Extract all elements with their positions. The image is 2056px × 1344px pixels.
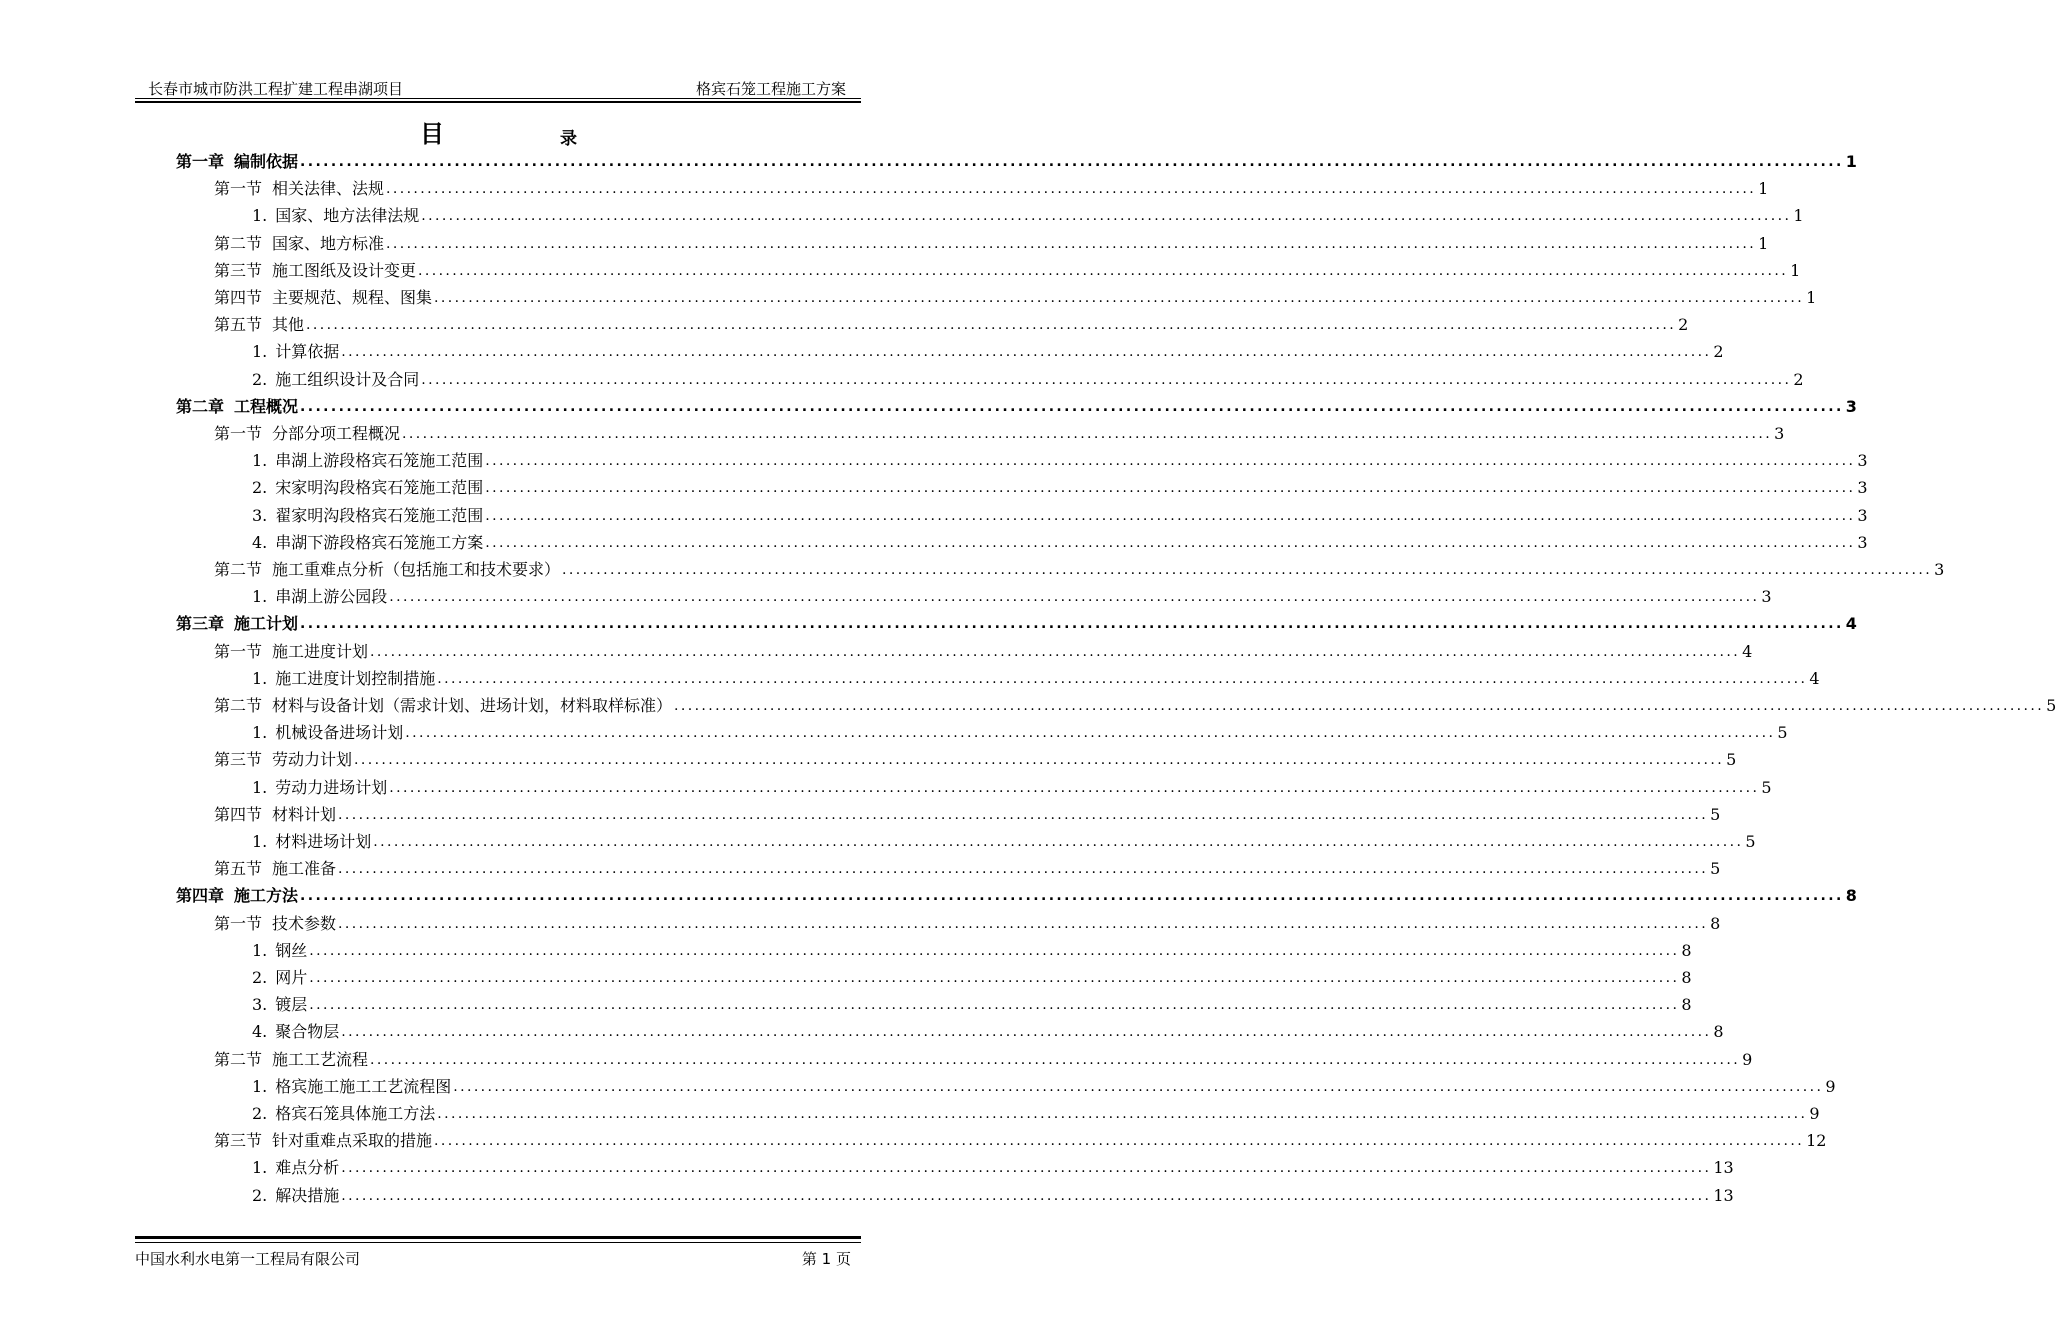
toc-entry-number: 1.: [252, 1158, 268, 1178]
toc-entry[interactable]: [252, 504, 1868, 528]
toc-entry-title: 钢丝: [275, 940, 308, 960]
toc-entry[interactable]: [214, 640, 1753, 664]
toc-entry-title: 串湖上游公园段: [275, 587, 388, 607]
toc-leader-dots: ........................................................................................................................................................................................................: [421, 371, 1792, 388]
toc-entry-title: 格宾施工施工工艺流程图: [275, 1076, 452, 1096]
toc-leader-dots: ........................................................................................................................................................................................................: [453, 1078, 1824, 1095]
toc-entry[interactable]: [252, 1102, 1820, 1126]
header-project-name: 长春市城市防洪工程扩建工程串湖项目: [148, 80, 404, 98]
toc-entry-title: 难点分析: [275, 1158, 340, 1178]
toc-entry-number: 1.: [252, 723, 268, 743]
toc-leader-dots: ........................................................................................................................................................................................................: [386, 235, 1757, 252]
toc-entry-page: 12: [1806, 1131, 1827, 1151]
toc-leader-dots: ........................................................................................................................................................................................................: [485, 480, 1856, 497]
toc-entry-number: 1.: [252, 668, 268, 688]
toc-entry[interactable]: [176, 150, 1857, 174]
toc-entry-number: 1.: [252, 777, 268, 797]
toc-entry-number: 第三章: [176, 614, 225, 634]
toc-entry-page: 9: [1742, 1049, 1753, 1069]
toc-entry-title: 施工图纸及设计变更: [272, 260, 417, 280]
toc-entry[interactable]: [214, 748, 1737, 772]
toc-entry-page: 8: [1681, 940, 1692, 960]
toc-entry[interactable]: [252, 966, 1692, 990]
toc-entry[interactable]: [214, 558, 1945, 582]
toc-leader-dots: ........................................................................................................................................................................................................: [306, 317, 1677, 334]
toc-entry-title: 施工进度计划: [272, 641, 369, 661]
toc-leader-dots: ........................................................................................................................................................................................................: [338, 806, 1709, 823]
toc-entry-page: 5: [1726, 750, 1737, 770]
toc-entry[interactable]: [176, 612, 1857, 636]
toc-entry[interactable]: [252, 585, 1772, 609]
toc-entry-number: 2.: [252, 968, 268, 987]
page-footer: [135, 1246, 861, 1268]
toc-entry-title: 串湖下游段格宾石笼施工方案: [275, 532, 484, 552]
toc-leader-dots: ........................................................................................................................................................................................................: [485, 507, 1856, 524]
toc-entry-title: 劳动力进场计划: [275, 777, 388, 797]
toc-entry[interactable]: [252, 204, 1804, 228]
toc-heading-char-2: 录: [560, 129, 577, 149]
toc-entry[interactable]: [252, 939, 1692, 963]
toc-entry-number: 第四节: [214, 288, 263, 307]
toc-entry-page: 3: [1934, 560, 1945, 579]
toc-entry-number: 1.: [252, 832, 268, 851]
toc-entry[interactable]: [252, 667, 1820, 691]
toc-entry-page: 5: [1745, 832, 1756, 851]
toc-leader-dots: ........................................................................................................................................................................................................: [370, 643, 1741, 660]
toc-entry-page: 3: [1857, 532, 1868, 552]
toc-entry-title: 解决措施: [275, 1185, 340, 1205]
toc-entry-page: 1: [1758, 179, 1769, 199]
toc-entry[interactable]: [214, 1129, 1827, 1153]
toc-entry-number: 第二节: [214, 696, 263, 715]
toc-entry[interactable]: [214, 694, 2056, 718]
toc-entry-number: 1.: [252, 451, 268, 471]
toc-entry-number: 第三节: [214, 750, 263, 770]
toc-entry-page: 2: [1793, 369, 1804, 389]
toc-entry-title: 翟家明沟段格宾石笼施工范围: [275, 505, 484, 525]
toc-leader-dots: ........................................................................................................................................................................................................: [354, 752, 1725, 769]
toc-leader-dots: ........................................................................................................................................................................................................: [386, 181, 1757, 198]
toc-entry-number: 第五节: [214, 859, 263, 879]
toc-entry[interactable]: [214, 803, 1721, 827]
toc-entry[interactable]: [176, 884, 1857, 908]
toc-entry[interactable]: [252, 830, 1756, 854]
toc-leader-dots: ........................................................................................................................................................................................................: [300, 154, 1844, 170]
footer-rule-thin: [135, 1242, 861, 1243]
toc-entry-page: 1: [1806, 288, 1817, 307]
toc-entry-number: 第四章: [176, 886, 225, 906]
toc-entry-number: 2.: [252, 1104, 268, 1123]
toc-entry-number: 第五节: [214, 315, 263, 335]
toc-entry-number: 1.: [252, 206, 268, 226]
toc-entry-page: 1: [1790, 260, 1801, 280]
toc-entry-title: 串湖上游段格宾石笼施工范围: [275, 451, 484, 471]
toc-entry[interactable]: [214, 1048, 1753, 1072]
toc-entry-title: 施工计划: [234, 614, 299, 634]
toc-entry[interactable]: [214, 259, 1801, 283]
toc-entry-number: 3.: [252, 995, 268, 1015]
toc-entry-page: 4: [1742, 641, 1753, 661]
toc-leader-dots: ........................................................................................................................................................................................................: [674, 698, 2045, 714]
toc-entry[interactable]: [252, 340, 1724, 364]
toc-entry-title: 材料计划: [272, 804, 337, 824]
toc-entry-number: 1.: [252, 940, 268, 960]
toc-entry-title: 其他: [272, 315, 305, 335]
toc-leader-dots: ........................................................................................................................................................................................................: [300, 616, 1844, 633]
toc-entry-title: 分部分项工程概况: [272, 424, 401, 443]
toc-entry[interactable]: [214, 422, 1785, 446]
toc-entry-page: 8: [1713, 1022, 1724, 1042]
toc-entry-page: 5: [1777, 723, 1788, 743]
toc-entry-title: 编制依据: [234, 152, 299, 171]
toc-entry-title: 施工工艺流程: [272, 1049, 369, 1069]
toc-entry-page: 5: [1710, 804, 1721, 824]
toc-entry-title: 聚合物层: [275, 1022, 340, 1042]
toc-entry-number: 第一节: [214, 179, 263, 199]
toc-heading-char-1: 目: [420, 120, 444, 148]
toc-leader-dots: ........................................................................................................................................................................................................: [373, 834, 1744, 850]
toc-leader-dots: ........................................................................................................................................................................................................: [402, 426, 1773, 442]
toc-entry-page: 3: [1761, 587, 1772, 607]
toc-entry-page: 13: [1713, 1158, 1734, 1178]
toc-entry[interactable]: [214, 857, 1721, 881]
toc-entry-title: 材料与设备计划（需求计划、进场计划，材料取样标准）: [272, 696, 673, 715]
toc-entry-number: 第三节: [214, 1131, 263, 1151]
toc-entry-number: 第一节: [214, 913, 263, 933]
toc-leader-dots: ........................................................................................................................................................................................................: [389, 589, 1760, 606]
toc-entry-title: 劳动力计划: [272, 750, 353, 770]
toc-heading: [0, 114, 950, 148]
toc-leader-dots: ........................................................................................................................................................................................................: [485, 534, 1856, 551]
toc-entry[interactable]: [252, 1020, 1724, 1044]
toc-leader-dots: ........................................................................................................................................................................................................: [389, 779, 1760, 796]
toc-entry-page: 9: [1825, 1076, 1836, 1096]
toc-leader-dots: ........................................................................................................................................................................................................: [485, 453, 1856, 470]
toc-entry-title: 计算依据: [275, 342, 340, 362]
footer-rule-thick: [135, 1236, 861, 1239]
toc-entry-page: 1: [1845, 152, 1857, 171]
toc-entry[interactable]: [214, 232, 1769, 256]
toc-leader-dots: ........................................................................................................................................................................................................: [341, 1024, 1712, 1041]
toc-entry-page: 8: [1681, 995, 1692, 1015]
toc-entry-number: 4.: [252, 1022, 268, 1042]
toc-entry-page: 1: [1793, 206, 1804, 226]
toc-entry[interactable]: [252, 1184, 1734, 1208]
toc-entry-title: 格宾石笼具体施工方法: [275, 1104, 436, 1123]
toc-entry-page: 1: [1758, 233, 1769, 253]
toc-leader-dots: ........................................................................................................................................................................................................: [300, 398, 1844, 415]
toc-leader-dots: ........................................................................................................................................................................................................: [300, 888, 1844, 905]
toc-entry[interactable]: [252, 993, 1692, 1017]
toc-entry-title: 镀层: [275, 995, 308, 1015]
toc-leader-dots: ........................................................................................................................................................................................................: [434, 1133, 1805, 1150]
toc-leader-dots: ........................................................................................................................................................................................................: [341, 1160, 1712, 1177]
toc-entry[interactable]: [252, 776, 1772, 800]
toc-entry-page: 3: [1774, 424, 1785, 443]
toc-entry-page: 8: [1845, 886, 1857, 906]
toc-entry-number: 3.: [252, 505, 268, 525]
toc-entry-page: 5: [1761, 777, 1772, 797]
toc-entry-title: 施工方法: [234, 886, 299, 906]
toc-entry[interactable]: [214, 286, 1817, 310]
toc-entry-title: 网片: [275, 968, 308, 987]
toc-entry-page: 5: [1710, 859, 1721, 879]
toc-entry-number: 第四节: [214, 804, 263, 824]
toc-entry-page: 8: [1710, 913, 1721, 933]
toc-leader-dots: ........................................................................................................................................................................................................: [405, 725, 1776, 742]
toc-entry-title: 技术参数: [272, 913, 337, 933]
toc-entry-page: 5: [2046, 696, 2056, 715]
toc-entry-page: 8: [1681, 968, 1692, 987]
toc-entry-page: 2: [1713, 342, 1724, 362]
toc-entry-number: 第三节: [214, 260, 263, 280]
toc-entry-number: 4.: [252, 532, 268, 552]
toc-entry-title: 国家、地方法律法规: [275, 206, 420, 226]
toc-entry-page: 3: [1845, 396, 1857, 416]
toc-entry-title: 宋家明沟段格宾石笼施工范围: [275, 478, 484, 498]
toc-entry-page: 9: [1809, 1104, 1820, 1123]
toc-entry-page: 13: [1713, 1185, 1734, 1205]
toc-entry[interactable]: [252, 1156, 1734, 1180]
toc-entry-page: 3: [1857, 505, 1868, 525]
toc-entry[interactable]: [214, 313, 1689, 337]
toc-entry-number: 第一节: [214, 641, 263, 661]
toc-entry-page: 4: [1809, 668, 1820, 688]
toc-leader-dots: ........................................................................................................................................................................................................: [309, 942, 1680, 959]
page-header: [135, 76, 861, 99]
toc-leader-dots: ........................................................................................................................................................................................................: [434, 290, 1805, 306]
toc-leader-dots: ........................................................................................................................................................................................................: [370, 1051, 1741, 1068]
toc-entry-title: 施工进度计划控制措施: [275, 668, 436, 688]
footer-company: 中国水利水电第一工程局有限公司: [135, 1250, 361, 1268]
toc-leader-dots: ........................................................................................................................................................................................................: [309, 997, 1680, 1014]
toc-entry-page: 3: [1857, 451, 1868, 471]
toc-leader-dots: ........................................................................................................................................................................................................: [562, 562, 1933, 578]
toc-entry-number: 第一章: [176, 152, 225, 171]
toc-entry-number: 第二节: [214, 1049, 263, 1069]
toc-entry-page: 3: [1857, 478, 1868, 498]
toc-entry[interactable]: [176, 395, 1857, 419]
toc-entry[interactable]: [252, 368, 1804, 392]
toc-entry-number: 第二节: [214, 233, 263, 253]
toc-entry-title: 机械设备进场计划: [275, 723, 404, 743]
toc-entry-number: 第二章: [176, 396, 225, 416]
toc-leader-dots: ........................................................................................................................................................................................................: [418, 262, 1789, 279]
toc-entry-page: 2: [1678, 315, 1689, 335]
toc-entry-number: 2.: [252, 1185, 268, 1205]
toc-entry-title: 施工重难点分析（包括施工和技术要求）: [272, 560, 561, 579]
toc-entry[interactable]: [252, 449, 1868, 473]
toc-entry[interactable]: [214, 177, 1769, 201]
toc-leader-dots: ........................................................................................................................................................................................................: [338, 861, 1709, 878]
toc-entry-title: 针对重难点采取的措施: [272, 1131, 433, 1151]
toc-entry-number: 第一节: [214, 424, 263, 443]
toc-entry[interactable]: [252, 721, 1788, 745]
toc-entry-number: 2.: [252, 478, 268, 498]
toc-leader-dots: ........................................................................................................................................................................................................: [341, 1187, 1712, 1204]
toc-leader-dots: ........................................................................................................................................................................................................: [341, 344, 1712, 361]
toc-entry-page: 4: [1845, 614, 1857, 634]
toc-entry-title: 施工组织设计及合同: [275, 369, 420, 389]
toc-entry-number: 第二节: [214, 560, 263, 579]
header-document-title: 格宾石笼工程施工方案: [695, 80, 846, 98]
toc-leader-dots: ........................................................................................................................................................................................................: [338, 915, 1709, 932]
toc-entry-title: 施工准备: [272, 859, 337, 879]
toc-entry-title: 工程概况: [234, 396, 299, 416]
toc-entry[interactable]: [252, 476, 1868, 500]
toc-entry-title: 主要规范、规程、图集: [272, 288, 433, 307]
header-rule: [135, 101, 861, 103]
footer-page-number: 第 1 页: [801, 1250, 851, 1268]
toc-leader-dots: ........................................................................................................................................................................................................: [309, 970, 1680, 986]
toc-entry[interactable]: [252, 1075, 1836, 1099]
toc-entry-number: 1.: [252, 342, 268, 362]
toc-entry[interactable]: [214, 912, 1721, 936]
toc-leader-dots: ........................................................................................................................................................................................................: [437, 670, 1808, 687]
toc-entry-number: 1.: [252, 587, 268, 607]
toc-entry[interactable]: [252, 531, 1868, 555]
toc-entry-title: 相关法律、法规: [272, 179, 385, 199]
toc-entry-title: 材料进场计划: [275, 832, 372, 851]
toc-entry-title: 国家、地方标准: [272, 233, 385, 253]
toc-entry-number: 2.: [252, 369, 268, 389]
toc-leader-dots: ........................................................................................................................................................................................................: [437, 1106, 1808, 1122]
toc-entry-number: 1.: [252, 1076, 268, 1096]
toc-leader-dots: ........................................................................................................................................................................................................: [421, 208, 1792, 225]
